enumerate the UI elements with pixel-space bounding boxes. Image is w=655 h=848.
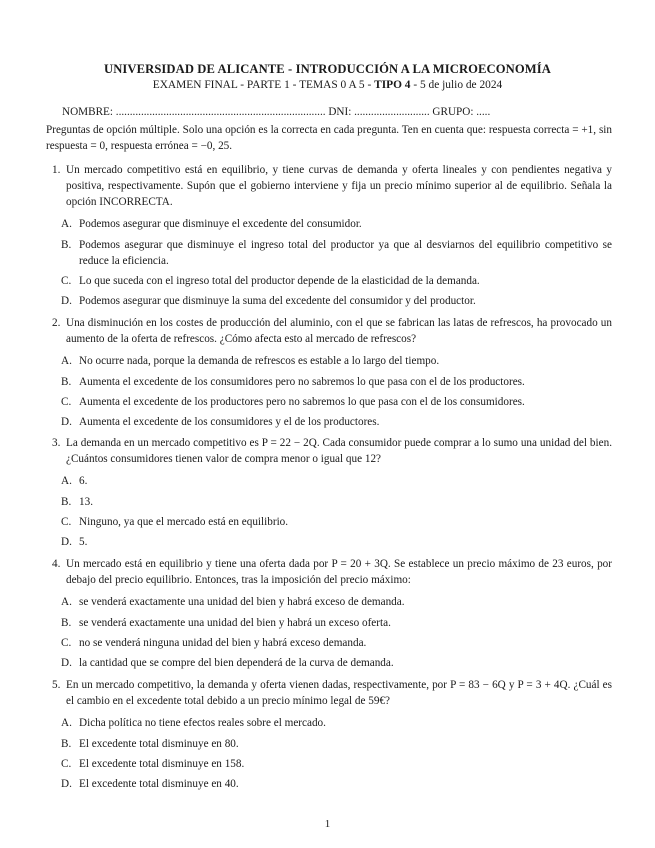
option-b [52,374,612,390]
student-info-line: NOMBRE: ........................................................................... DNI: ........................... GRUPO: ..... [62,106,491,118]
option-letter: A. [61,475,72,488]
question-text: Un mercado está en equilibrio y tiene una oferta dada por P = 20 + 3Q. Se establece un precio máximo de 23 euros, por debajo del precio equilibrio. Entonces, tras la imposición del precio máximo: [66,558,612,586]
option-text: no se venderá ninguna unidad del bien y habrá exceso demanda. [79,636,367,649]
option-letter: C. [61,636,72,649]
option-c [52,514,612,530]
option-text: la cantidad que se compre del bien dependerá de la curva de demanda. [79,657,394,670]
option-text: El excedente total disminuye en 80. [79,737,239,750]
question-stem [52,677,612,709]
option-text: 5. [79,536,88,549]
question-number: 3. [52,437,61,449]
exam-type: TIPO 4 [374,79,411,91]
option-letter: D. [61,536,72,549]
option-text: 13. [79,495,93,508]
option-text: Aumenta el excedente de los consumidores y el de los productores. [79,416,380,429]
option-b [52,736,612,752]
option-a [52,353,612,369]
option-letter: C. [61,515,72,528]
option-text: Dicha política no tiene efectos reales sobre el mercado. [79,717,326,730]
question-3 [52,435,612,550]
question-1 [52,162,612,309]
instructions: Preguntas de opción múltiple. Solo una opción es la correcta en cada pregunta. Ten en cuenta que: respuesta correcta = +1, sin respuesta = 0, respuesta errónea = −0, 25. [46,124,612,152]
option-letter: B. [61,495,72,508]
option-a [52,715,612,731]
exam-subtitle [0,79,655,91]
question-2 [52,315,612,430]
option-a [52,473,612,489]
option-letter: B. [61,375,72,388]
question-text: Una disminución en los costes de producción del aluminio, con el que se fabrican las latas de refrescos, ha provocado un aumento de la oferta de refrescos. ¿Cómo afecta esto al mercado de refrescos? [66,317,612,345]
question-stem [52,556,612,588]
option-text: Podemos asegurar que disminuye el excedente del consumidor. [79,218,362,231]
option-letter: B. [61,616,72,629]
option-text: El excedente total disminuye en 40. [79,778,239,791]
question-stem [52,162,612,210]
question-number: 4. [52,558,61,570]
page-title: UNIVERSIDAD DE ALICANTE - INTRODUCCIÓN A LA MICROECONOMÍA [104,62,551,76]
option-a [52,216,612,232]
option-letter: B. [61,737,72,750]
option-text: Aumenta el excedente de los consumidores pero no sabremos lo que pasa con el de los productores. [79,375,525,388]
option-c [52,273,612,289]
option-text: se venderá exactamente una unidad del bien y habrá exceso de demanda. [79,596,405,609]
option-letter: A. [61,355,72,368]
option-d [52,414,612,430]
option-letter: C. [61,395,72,408]
option-letter: A. [61,717,72,730]
page-number: 1 [324,818,331,830]
option-text: 6. [79,475,88,488]
exam-date: - 5 de julio de 2024 [410,79,503,91]
option-text: Podemos asegurar que disminuye la suma del excedente del consumidor y del productor. [79,295,476,308]
option-d [52,655,612,671]
option-letter: A. [61,218,72,231]
question-text: En un mercado competitivo, la demanda y oferta vienen dadas, respectivamente, por P = 83 − 6Q y P = 3 + 4Q. ¿Cuál es el cambio en el excedente total debido a un precio mínimo legal de 59€? [66,679,612,707]
option-d [52,293,612,309]
question-text: Un mercado competitivo está en equilibrio, y tiene curvas de demanda y oferta lineales y con pendientes negativa y positiva, respectivamente. Supón que el gobierno interviene y fija un precio mínimo superior al de equilibrio. Señala la opción INCORRECTA. [66,164,612,208]
option-c [52,756,612,772]
option-letter: A. [61,596,72,609]
question-number: 2. [52,317,61,329]
question-text: La demanda en un mercado competitivo es P = 22 − 2Q. Cada consumidor puede comprar a lo sumo una unidad del bien. ¿Cuántos consumidores tienen valor de compra menor o igual que 12? [66,437,612,465]
question-number: 1. [52,164,61,176]
option-text: Lo que suceda con el ingreso total del productor depende de la elasticidad de la demanda. [79,274,480,287]
option-a [52,594,612,610]
question-stem [52,315,612,347]
question-4 [52,556,612,671]
option-b [52,237,612,269]
option-text: Aumenta el excedente de los productores pero no sabremos lo que pasa con el de los consumidores. [79,395,525,408]
option-letter: D. [61,416,72,429]
option-letter: C. [61,757,72,770]
option-b [52,615,612,631]
option-b [52,494,612,510]
option-c [52,635,612,651]
option-letter: D. [61,657,72,670]
option-letter: D. [61,295,72,308]
subtitle-prefix: EXAMEN FINAL - PARTE 1 - TEMAS 0 A 5 - [152,79,375,91]
option-text: El excedente total disminuye en 158. [79,757,245,770]
option-text: se venderá exactamente una unidad del bien y habrá un exceso oferta. [79,616,391,629]
option-d [52,534,612,550]
question-5 [52,677,612,792]
option-text: No ocurre nada, porque la demanda de refrescos es estable a lo largo del tiempo. [79,355,440,368]
option-d [52,776,612,792]
option-letter: D. [61,778,72,791]
option-text: Ninguno, ya que el mercado está en equilibrio. [79,515,289,528]
question-number: 5. [52,679,61,691]
question-stem [52,435,612,467]
option-letter: B. [61,238,72,251]
option-c [52,394,612,410]
option-letter: C. [61,274,72,287]
option-text: Podemos asegurar que disminuye el ingreso total del productor ya que al desviarnos del equilibrio competitivo se reduce la eficiencia. [79,238,612,267]
